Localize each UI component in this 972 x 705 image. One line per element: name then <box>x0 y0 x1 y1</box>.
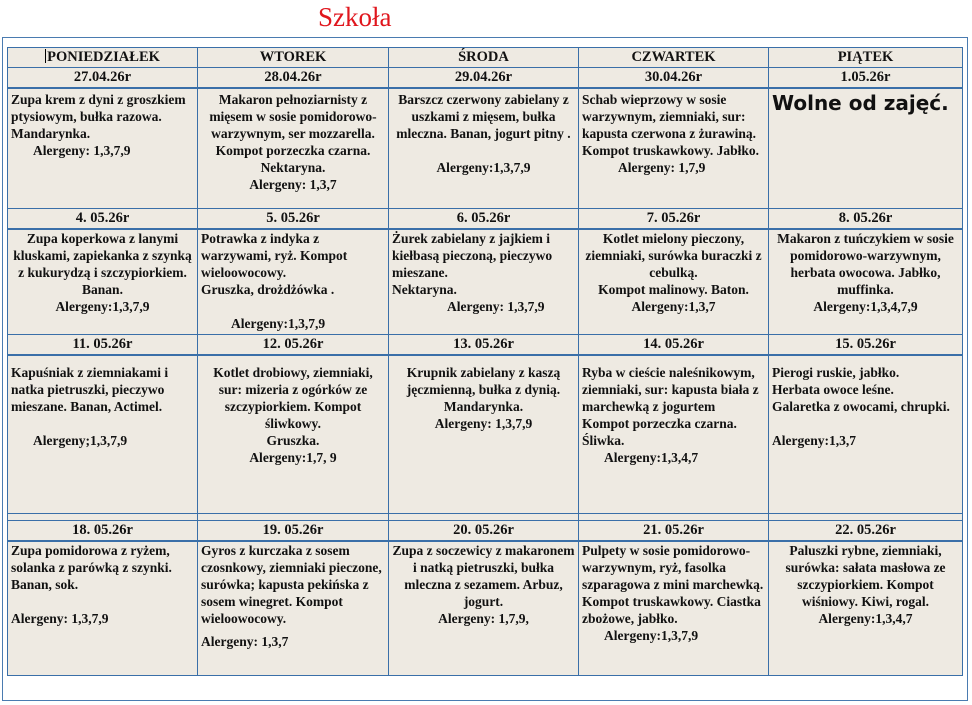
menu-text: Żurek zabielany z jajkiem i kiełbasą pieczoną, pieczywo mieszane. Nektaryna. <box>392 230 553 297</box>
date-cell: 20. 05.26r <box>389 520 579 541</box>
allergens-text: Alergeny: 1,3,7,9 <box>434 416 533 431</box>
allergens-text: Alergeny:1,3,4,7 <box>604 450 699 465</box>
menu-cell <box>389 88 579 208</box>
menu-cell <box>389 229 579 335</box>
date-cell: 11. 05.26r <box>8 335 198 356</box>
allergens-text: Alergeny:1,7, 9 <box>249 450 337 465</box>
menu-cell <box>579 229 769 335</box>
allergens-text: Alergeny;1,3,7,9 <box>33 433 128 448</box>
menu-cell <box>198 355 389 513</box>
menu-text: Makaron pełnoziarnisty z mięsem w sosie pomidorowo-warzywnym, ser mozzarella. Kompot porzeczka czarna. Nektaryna. <box>209 92 377 175</box>
menu-text: Kapuśniak z ziemniakami i natka pietruszki, pieczywo mieszane. Banan, Actimel. <box>11 365 169 414</box>
allergens-text: Alergeny: 1,3,7 <box>249 177 337 192</box>
menu-row <box>8 88 963 208</box>
menu-text: Pierogi ruskie, jabłko. Herbata owoce leśne. Galaretka z owocami, chrupki. <box>772 365 950 414</box>
menu-cell <box>8 229 198 335</box>
menu-text: Barszcz czerwony zabielany z uszkami z mięsem, bułka mleczna. Banan, jogurt pitny . <box>396 92 571 141</box>
allergens-text: Alergeny: 1,3,7 <box>201 633 289 649</box>
menu-cell <box>769 541 963 676</box>
menu-cell <box>769 229 963 335</box>
menu-cell <box>198 229 389 335</box>
menu-text: Pulpety w sosie pomidorowo-warzywnym, ryż, fasolka szparagowa z mini marchewką. Kompot truskawkowy. Ciastka zbożowe, jabłko. <box>582 542 764 626</box>
day-header: PIĄTEK <box>769 48 963 68</box>
menu-text: Wolne od zajęć. <box>772 91 949 115</box>
date-cell: 14. 05.26r <box>579 335 769 356</box>
date-cell: 8. 05.26r <box>769 208 963 229</box>
menu-text: Schab wieprzowy w sosie warzywnym, ziemniaki, sur: kapusta czerwona z żurawiną. Kompot truskawkowy. Jabłko. <box>582 92 760 158</box>
separator-row <box>8 513 963 520</box>
allergens-text: Alergeny:1,3,7,9 <box>604 627 699 643</box>
allergens-text: Alergeny: 1,7,9 <box>618 160 706 175</box>
date-cell: 12. 05.26r <box>198 335 389 356</box>
separator-cell <box>769 513 963 520</box>
menu-text: Zupa z soczewicy z makaronem i natką pietruszki, bułka mleczna z sezamem. Arbuz, jogurt. <box>392 542 575 609</box>
menu-cell <box>198 88 389 208</box>
menu-text: Potrawka z indyka z warzywami, ryż. Kompot wieloowocowy. Gruszka, drożdżówka . <box>201 230 348 297</box>
allergens-text: Alergeny:1,3,7,9 <box>55 298 150 314</box>
menu-text: Zupa pomidorowa z ryżem, solanka z parówką z szynki. Banan, sok. <box>11 542 172 592</box>
menu-cell <box>769 355 963 513</box>
menu-table <box>7 47 963 676</box>
date-cell: 1.05.26r <box>769 68 963 89</box>
menu-cell <box>8 541 198 676</box>
allergens-text: Alergeny:1,3,7 <box>772 433 856 448</box>
date-cell: 4. 05.26r <box>8 208 198 229</box>
menu-cell <box>389 541 579 676</box>
menu-cell <box>769 88 963 208</box>
menu-text: Krupnik zabielany z kaszą jęczmienną, bułka z dynią. Mandarynka. <box>406 365 561 414</box>
date-cell: 13. 05.26r <box>389 335 579 356</box>
menu-cell <box>8 88 198 208</box>
allergens-text: Alergeny:1,3,4,7,9 <box>813 298 918 314</box>
date-cell: 19. 05.26r <box>198 520 389 541</box>
menu-text: Zupa koperkowa z lanymi kluskami, zapiekanka z szynką z kukurydzą i szczypiorkiem. Banan. <box>13 230 192 297</box>
date-cell: 29.04.26r <box>389 68 579 89</box>
allergens-text: Alergeny:1,3,7,9 <box>231 315 326 331</box>
menu-text: Ryba w cieście naleśnikowym, ziemniaki, sur: kapusta biała z marchewką z jogurtem Kompot porzeczka czarna. Śliwka. <box>582 365 759 448</box>
menu-cell <box>579 88 769 208</box>
menu-cell <box>198 541 389 676</box>
date-cell: 7. 05.26r <box>579 208 769 229</box>
date-cell: 30.04.26r <box>579 68 769 89</box>
page-title: Szkoła <box>318 2 392 32</box>
day-header: WTOREK <box>198 48 389 68</box>
allergens-text: Alergeny:1,3,7 <box>631 298 716 314</box>
allergens-text: Alergeny: 1,3,7,9 <box>447 298 545 314</box>
date-cell: 15. 05.26r <box>769 335 963 356</box>
menu-row <box>8 541 963 676</box>
menu-text: Kotlet mielony pieczony, ziemniaki, surówka buraczki z cebulką. Kompot malinowy. Baton. <box>585 230 762 297</box>
separator-cell <box>389 513 579 520</box>
date-cell: 27.04.26r <box>8 68 198 89</box>
menu-text: Gyros z kurczaka z sosem czosnkowy, ziemniaki pieczone, surówka; kapusta pekińska z sosem winegret. Kompot wieloowocowy. <box>201 542 382 626</box>
menu-cell <box>8 355 198 513</box>
date-cell: 28.04.26r <box>198 68 389 89</box>
date-cell: 21. 05.26r <box>579 520 769 541</box>
date-cell: 18. 05.26r <box>8 520 198 541</box>
date-row <box>8 208 963 229</box>
date-cell: 5. 05.26r <box>198 208 389 229</box>
separator-cell <box>579 513 769 520</box>
date-cell: 22. 05.26r <box>769 520 963 541</box>
allergens-text: Alergeny: 1,3,7,9 <box>33 143 131 158</box>
allergens-text: Alergeny:1,3,7,9 <box>436 160 531 175</box>
date-row <box>8 335 963 356</box>
menu-cell <box>389 355 579 513</box>
allergens-text: Alergeny: 1,7,9, <box>438 610 529 626</box>
menu-text: Kotlet drobiowy, ziemniaki, sur: mizeria z ogórków ze szczypiorkiem. Kompot śliwkowy. Gruszka. <box>213 365 373 448</box>
menu-text: Zupa krem z dyni z groszkiem ptysiowym, bułka razowa. Mandarynka. <box>11 92 186 141</box>
allergens-text: Alergeny:1,3,4,7 <box>818 610 913 626</box>
menu-row <box>8 355 963 513</box>
day-header: CZWARTEK <box>579 48 769 68</box>
separator-cell <box>8 513 198 520</box>
date-row <box>8 68 963 89</box>
day-header: ŚRODA <box>389 48 579 68</box>
menu-text: Paluszki rybne, ziemniaki, surówka: sałata masłowa ze szczypiorkiem. Kompot wiśniowy. Kiwi, rogal. <box>785 542 946 609</box>
separator-cell <box>198 513 389 520</box>
menu-row <box>8 229 963 335</box>
day-header: PONIEDZIAŁEK <box>8 48 198 68</box>
allergens-text: Alergeny: 1,3,7,9 <box>11 610 109 626</box>
menu-cell <box>579 355 769 513</box>
menu-text: Makaron z tuńczykiem w sosie pomidorowo-warzywnym, herbata owocowa. Jabłko, muffinka. <box>777 230 954 297</box>
date-row <box>8 520 963 541</box>
date-cell: 6. 05.26r <box>389 208 579 229</box>
menu-cell <box>579 541 769 676</box>
day-header-row <box>8 48 963 68</box>
